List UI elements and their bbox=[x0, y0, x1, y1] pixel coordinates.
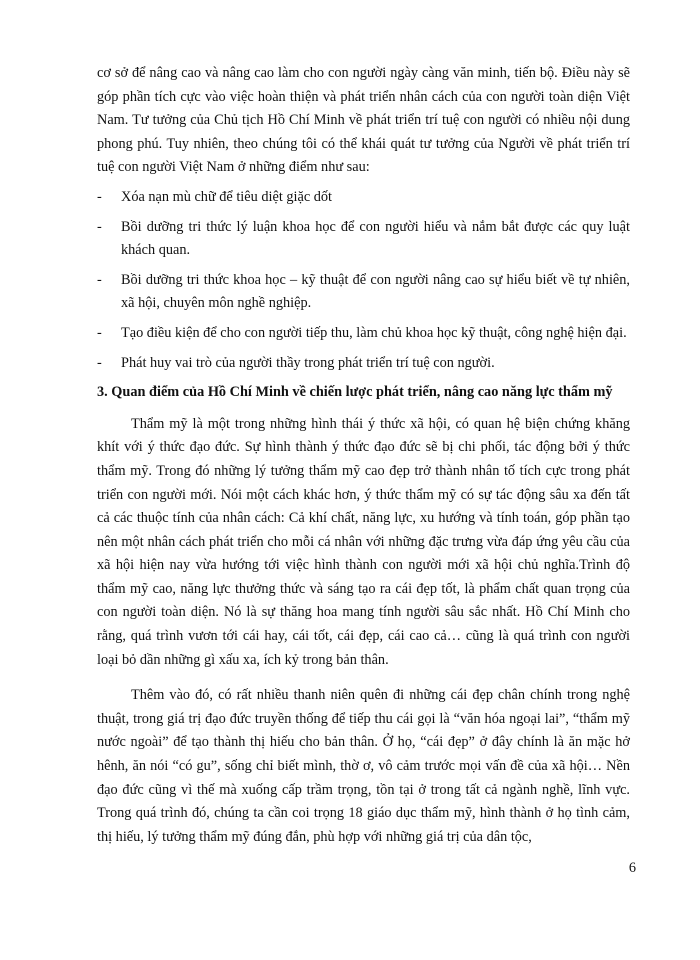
page-number: 6 bbox=[628, 860, 636, 876]
list-item bbox=[97, 186, 630, 210]
bullet-dash: - bbox=[97, 271, 102, 288]
bullet-dash: - bbox=[97, 324, 102, 341]
paragraph-intro: cơ sở để nâng cao và nâng cao làm cho con người ngày càng văn minh, tiến bộ. Điều này sẽ góp phần tích cực vào việc hoàn thiện và phát triển nhân cách của con người toàn diện Việt Nam. Tư tưởng của Chủ tịch Hồ Chí Minh về phát triển trí tuệ con người có nhiều nội dung phong phú. Tuy nhiên, theo chúng tôi có thể khái quát tư tưởng của Người về phát triển trí tuệ con người Việt Nam ở những điểm như sau: bbox=[97, 65, 630, 176]
list-item-text: Bồi dưỡng tri thức khoa học – kỹ thuật để con người nâng cao sự hiểu biết về tự nhiên, xã hội, chuyên môn nghề nghiệp. bbox=[121, 271, 630, 312]
paragraph-aesthetics: Thẩm mỹ là một trong những hình thái ý thức xã hội, có quan hệ biện chứng khăng khít với ý thức đạo đức. Sự hình thành ý thức đạo đức sẽ bị chi phối, tác động bởi ý thức thẩm mỹ. Trong đó những lý tưởng thẩm mỹ cao đẹp trở thành nhân tố tích cực trong phát triển con người mới. Nói một cách khác hơn, ý thức thẩm mỹ có sự tác động sâu xa đến tất cả các thuộc tính của nhân cách: Cả khí chất, năng lực, xu hướng và tính toán, góp phần tạo nên một nhân cách phát triển cho mỗi cá nhân với những đặc trưng vừa đáp ứng yêu cầu của xã hội hiện nay vừa hướng tới việc hình thành con người mới xã hội chủ nghĩa.Trình độ thẩm mỹ cao, năng lực thưởng thức và sáng tạo ra cái đẹp tốt, là phẩm chất quan trọng của con người toàn diện. Nó là sự thăng hoa mang tính người sâu sắc nhất. Hồ Chí Minh cho rằng, quá trình vươn tới cái hay, cái tốt, cái đẹp, cái cao cả… cũng là quá trình con người loại bỏ dần những gì xấu xa, ích kỷ trong bản thân. bbox=[97, 415, 630, 668]
list-item-text: Phát huy vai trò của người thầy trong phát triển trí tuệ con người. bbox=[121, 354, 495, 371]
bullet-dash: - bbox=[97, 218, 102, 235]
bullet-dash: - bbox=[97, 188, 102, 205]
bullet-list bbox=[97, 186, 630, 375]
section-heading: 3. Quan điểm của Hồ Chí Minh về chiến lược phát triển, nâng cao năng lực thẩm mỹ bbox=[97, 384, 613, 401]
list-item-text: Bồi dưỡng tri thức lý luận khoa học để con người hiểu và nắm bắt được các quy luật khách quan. bbox=[121, 218, 630, 259]
paragraph-spacer bbox=[97, 672, 630, 684]
list-item bbox=[97, 352, 630, 376]
list-item bbox=[97, 216, 630, 263]
bullet-dash: - bbox=[97, 354, 102, 371]
list-item-text: Tạo điều kiện để cho con người tiếp thu, làm chủ khoa học kỹ thuật, công nghệ hiện đại. bbox=[121, 324, 627, 341]
list-item-text: Xóa nạn mù chữ để tiêu diệt giặc dốt bbox=[121, 188, 333, 205]
list-item bbox=[97, 269, 630, 316]
page-content bbox=[97, 62, 630, 849]
paragraph-youth: Thêm vào đó, có rất nhiều thanh niên quên đi những cái đẹp chân chính trong nghệ thuật, trong giá trị đạo đức truyền thống để tiếp thu cái gọi là “văn hóa ngoại lai”, “thẩm mỹ nước ngoài” để tạo thành thị hiếu cho bản thân. Ở họ, “cái đẹp” ở đây chính là ăn mặc hở hênh, ăn nói “có gu”, sống chỉ biết mình, thờ ơ, vô cảm trước mọi vấn đề của xã hội… Nền đạo đức cũng vì thế mà xuống cấp trầm trọng, tồn tại ở trong tất cả ngành nghề, lĩnh vực. Trong quá trình đó, chúng ta cần coi trọng 18 giáo dục thẩm mỹ, hình thành ở họ tình cảm, thị hiếu, lý tưởng thẩm mỹ đúng đắn, phù hợp với những giá trị của dân tộc, bbox=[97, 687, 630, 845]
list-item bbox=[97, 322, 630, 346]
